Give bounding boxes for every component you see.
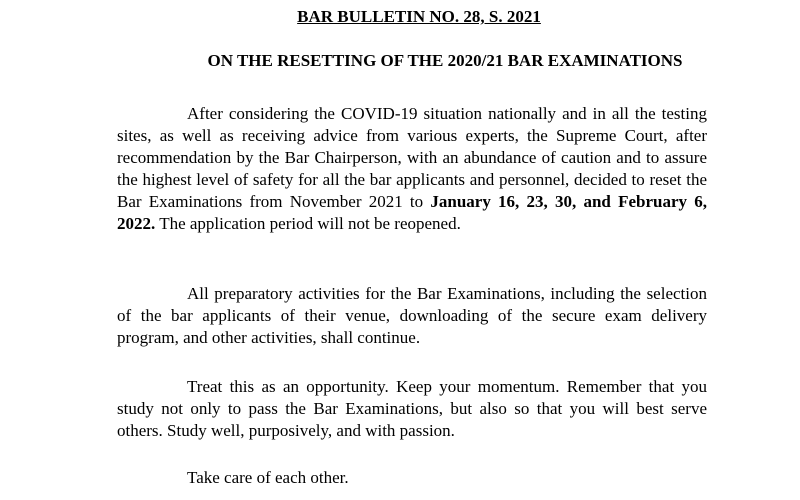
- paragraph-reset-text: After considering the COVID-19 situation nationally and in all the testing sites, as well as receiving advice from various experts, the Supreme Court, after recommendation by the Bar Chairperson, with an abundance of caution and to assure the highest level of safety for all the bar applicants and personnel, decided to reset the Bar Examinations from November 2021 to: [117, 104, 707, 211]
- bulletin-title: BAR BULLETIN NO. 28, S. 2021: [297, 7, 541, 26]
- paragraph-closing: Take care of each other.: [187, 468, 349, 487]
- bulletin-subtitle: ON THE RESETTING OF THE 2020/21 BAR EXAMINATIONS: [207, 51, 683, 70]
- paragraph-reset-announcement: [117, 103, 707, 235]
- paragraph-encouragement: Treat this as an opportunity. Keep your momentum. Remember that you study not only to pass the Bar Examinations, but also so that you will best serve others. Study well, purposively, and with passion.: [117, 377, 707, 440]
- paragraph-preparatory-activities: All preparatory activities for the Bar Examinations, including the selection of the bar applicants of their venue, downloading of the secure exam delivery program, and other activities, shall continue.: [117, 284, 707, 347]
- application-period-note: The application period will not be reopened.: [155, 214, 461, 233]
- exam-dates: January 16, 23, 30, and February 6, 2022.: [117, 192, 707, 233]
